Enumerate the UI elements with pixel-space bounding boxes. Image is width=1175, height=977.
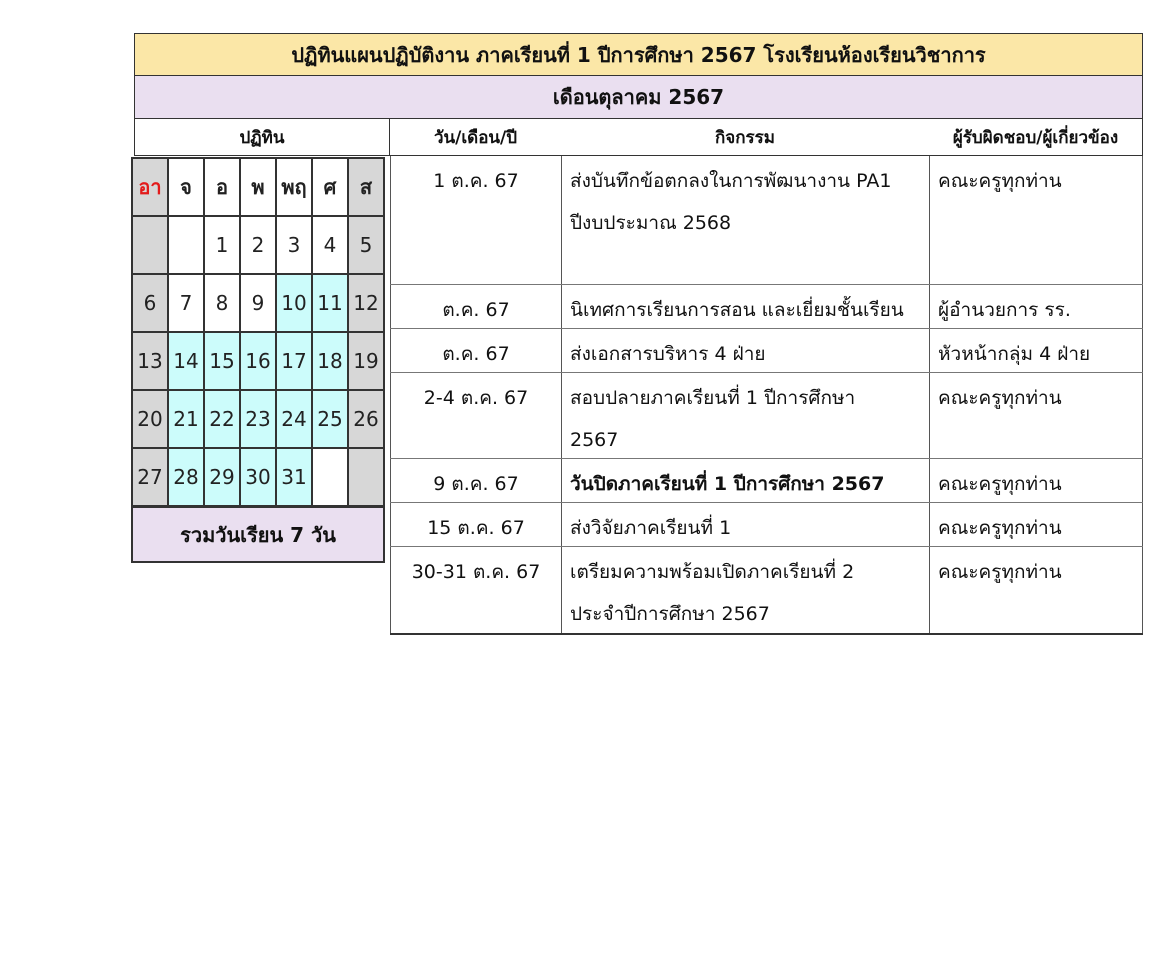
table-row: [390, 547, 1143, 635]
calendar-day: 1: [204, 216, 240, 274]
activity-line: 2567: [570, 429, 619, 451]
activity-line: ประจำปีการศึกษา 2567: [570, 603, 770, 625]
calendar-day: 24: [276, 390, 312, 448]
table-row: [390, 156, 1143, 285]
activity-line: ส่งวิจัยภาคเรียนที่ 1: [570, 517, 732, 539]
calendar-day: 6: [132, 274, 168, 332]
row-activity: [562, 459, 930, 502]
calendar-day: 19: [348, 332, 384, 390]
calendar-day: 29: [204, 448, 240, 506]
activity-line: นิเทศการเรียนการสอน และเยี่ยมชั้นเรียน: [570, 299, 904, 321]
row-date: 2-4 ต.ค. 67: [390, 373, 562, 458]
total-school-days: รวมวันเรียน 7 วัน: [131, 507, 385, 563]
row-activity: [562, 285, 930, 328]
calendar-day: 8: [204, 274, 240, 332]
calendar-day: 18: [312, 332, 348, 390]
row-activity: [562, 373, 930, 458]
calendar-day: 7: [168, 274, 204, 332]
day-header-tue: อ: [204, 158, 240, 216]
calendar-day: 9: [240, 274, 276, 332]
table-row: [390, 503, 1143, 547]
calendar-day: [348, 448, 384, 506]
schedule-table: [390, 156, 1143, 635]
table-row: [390, 373, 1143, 459]
calendar-day: 11: [312, 274, 348, 332]
calendar-day: 16: [240, 332, 276, 390]
calendar-day: 14: [168, 332, 204, 390]
row-activity: [562, 329, 930, 372]
calendar-day: 12: [348, 274, 384, 332]
page-title: ปฏิทินแผนปฏิบัติงาน ภาคเรียนที่ 1 ปีการศึกษา 2567 โรงเรียนห้องเรียนวิชาการ: [134, 33, 1143, 76]
calendar-day: 25: [312, 390, 348, 448]
row-responsible: คณะครูทุกท่าน: [930, 547, 1143, 633]
calendar-day: 26: [348, 390, 384, 448]
day-header-thu: พฤ: [276, 158, 312, 216]
activity-line: สอบปลายภาคเรียนที่ 1 ปีการศึกษา: [570, 387, 856, 409]
calendar-day: 15: [204, 332, 240, 390]
calendar-day: 20: [132, 390, 168, 448]
row-activity: [562, 156, 930, 284]
row-activity: [562, 503, 930, 546]
day-header-sat: ส: [348, 158, 384, 216]
row-date: 30-31 ต.ค. 67: [390, 547, 562, 633]
row-activity: [562, 547, 930, 633]
row-responsible: ผู้อำนวยการ รร.: [930, 285, 1143, 328]
row-responsible: คณะครูทุกท่าน: [930, 459, 1143, 502]
activity-line: ปีงบประมาณ 2568: [570, 212, 732, 234]
calendar-day: 23: [240, 390, 276, 448]
row-date: ต.ค. 67: [390, 329, 562, 372]
mini-calendar: [131, 157, 385, 507]
calendar-day: 2: [240, 216, 276, 274]
day-header-wed: พ: [240, 158, 276, 216]
day-header-mon: จ: [168, 158, 204, 216]
calendar-day: 27: [132, 448, 168, 506]
calendar-day: 21: [168, 390, 204, 448]
calendar-day: 10: [276, 274, 312, 332]
header-responsible: ผู้รับผิดชอบ/ผู้เกี่ยวข้อง: [929, 119, 1143, 156]
calendar-day: 28: [168, 448, 204, 506]
calendar-day: 13: [132, 332, 168, 390]
activity-line: วันปิดภาคเรียนที่ 1 ปีการศึกษา 2567: [570, 473, 885, 495]
row-date: 15 ต.ค. 67: [390, 503, 562, 546]
day-header-fri: ศ: [312, 158, 348, 216]
activity-line: ส่งบันทึกข้อตกลงในการพัฒนางาน PA1: [570, 170, 892, 192]
calendar-day: 4: [312, 216, 348, 274]
row-date: ต.ค. 67: [390, 285, 562, 328]
table-row: [390, 459, 1143, 503]
row-responsible: หัวหน้ากลุ่ม 4 ฝ่าย: [930, 329, 1143, 372]
calendar-day: 31: [276, 448, 312, 506]
row-responsible: คณะครูทุกท่าน: [930, 503, 1143, 546]
day-header-sun: อา: [132, 158, 168, 216]
month-heading: เดือนตุลาคม 2567: [134, 76, 1143, 119]
header-calendar: ปฏิทิน: [134, 119, 390, 156]
header-date: วัน/เดือน/ปี: [390, 119, 562, 156]
row-responsible: คณะครูทุกท่าน: [930, 373, 1143, 458]
calendar-day: [168, 216, 204, 274]
row-date: 9 ต.ค. 67: [390, 459, 562, 502]
table-row: [390, 285, 1143, 329]
calendar-day: 22: [204, 390, 240, 448]
row-responsible: คณะครูทุกท่าน: [930, 156, 1143, 284]
calendar-day: 3: [276, 216, 312, 274]
activity-line: ส่งเอกสารบริหาร 4 ฝ่าย: [570, 343, 766, 365]
calendar-day: [132, 216, 168, 274]
calendar-day: 30: [240, 448, 276, 506]
calendar-day: 5: [348, 216, 384, 274]
header-activity: กิจกรรม: [561, 119, 930, 156]
calendar-day: 17: [276, 332, 312, 390]
table-row: [390, 329, 1143, 373]
row-date: 1 ต.ค. 67: [390, 156, 562, 284]
calendar-day: [312, 448, 348, 506]
activity-line: เตรียมความพร้อมเปิดภาคเรียนที่ 2: [570, 561, 855, 583]
